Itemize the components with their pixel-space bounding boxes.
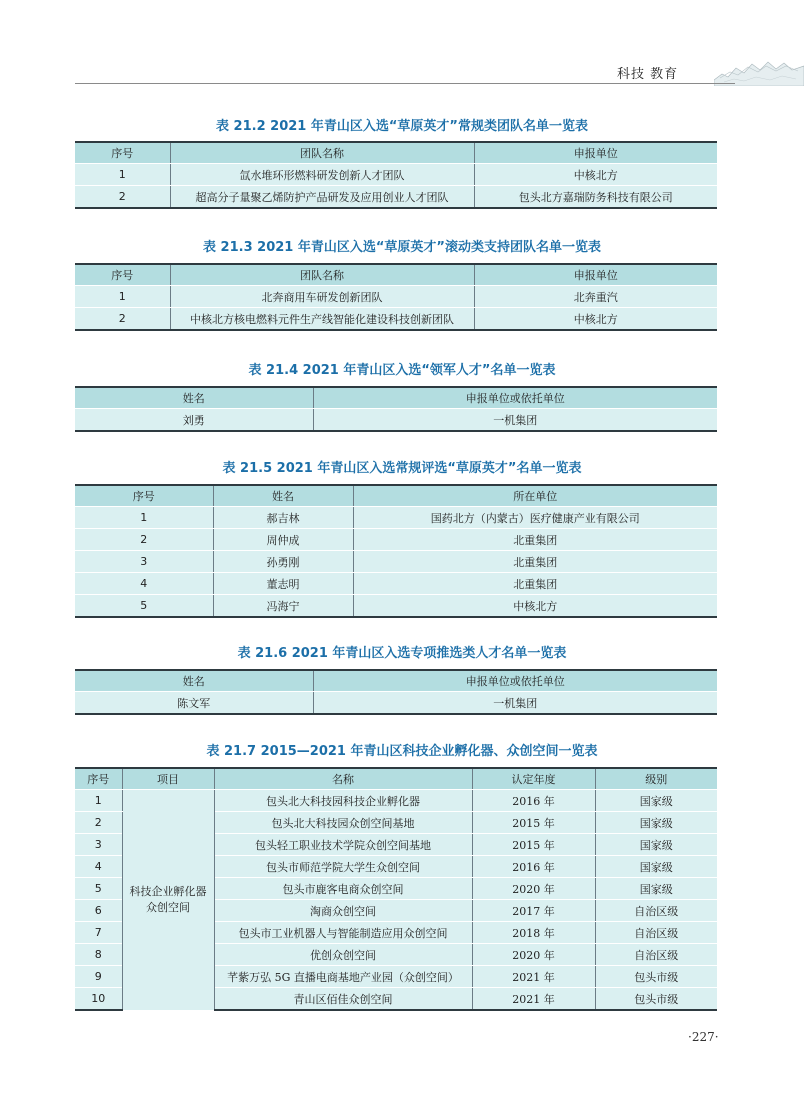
col-header: 申报单位 [474,264,717,286]
cell-level: 包头市级 [595,988,717,1011]
cell-index: 2 [75,308,170,331]
cell-level: 国家级 [595,878,717,900]
cell-index: 1 [75,507,213,529]
cell-level: 自治区级 [595,900,717,922]
category-line: 众创空间 [146,900,190,914]
cell-name: 董志明 [213,573,353,595]
cell-year: 2016 年 [472,856,595,878]
table-row [75,308,717,331]
table-header-row [75,485,717,507]
col-header: 申报单位或依托单位 [313,670,717,692]
table-row [75,692,717,715]
table-21-5-caption: 表 21.5 2021 年青山区入选常规评选“草原英才”名单一览表 [222,461,582,476]
cell-level: 国家级 [595,812,717,834]
cell-name: 包头市师范学院大学生众创空间 [214,856,472,878]
cell-team: 中核北方核电燃料元件生产线智能化建设科技创新团队 [170,308,474,331]
table-row [75,286,717,308]
col-header: 姓名 [75,670,313,692]
col-header: 姓名 [75,387,313,409]
mountain-decoration [714,52,804,86]
table-row [75,529,717,551]
cell-index: 5 [75,595,213,618]
cell-level: 国家级 [595,856,717,878]
cell-category [122,790,214,1011]
cell-index: 1 [75,286,170,308]
cell-year: 2020 年 [472,878,595,900]
cell-index: 8 [75,944,122,966]
cell-team: 超高分子量聚乙烯防护产品研发及应用创业人才团队 [170,186,474,209]
table-21-6 [75,669,717,715]
cell-level: 国家级 [595,790,717,812]
col-header: 序号 [75,142,170,164]
cell-year: 2021 年 [472,966,595,988]
cell-name: 孙勇刚 [213,551,353,573]
table-row [75,573,717,595]
cell-index: 2 [75,812,122,834]
cell-unit: 中核北方 [474,308,717,331]
cell-year: 2021 年 [472,988,595,1011]
table-21-2-caption: 表 21.2 2021 年青山区入选“草原英才”常规类团队名单一览表 [216,119,588,134]
cell-unit: 北奔重汽 [474,286,717,308]
table-21-5 [75,484,717,618]
cell-index: 7 [75,922,122,944]
cell-unit: 中核北方 [353,595,717,618]
cell-index: 4 [75,573,213,595]
table-row [75,551,717,573]
cell-year: 2018 年 [472,922,595,944]
table-row [75,790,717,812]
col-header: 序号 [75,485,213,507]
cell-unit: 一机集团 [313,409,717,432]
col-header: 级别 [595,768,717,790]
cell-name: 周仲成 [213,529,353,551]
cell-name: 青山区佰佳众创空间 [214,988,472,1011]
table-header-row [75,670,717,692]
cell-unit: 北重集团 [353,529,717,551]
table-21-4-caption: 表 21.4 2021 年青山区入选“领军人才”名单一览表 [248,363,556,378]
table-header-row [75,264,717,286]
cell-index: 1 [75,790,122,812]
cell-year: 2016 年 [472,790,595,812]
table-21-3 [75,263,717,331]
cell-index: 4 [75,856,122,878]
col-header: 申报单位 [474,142,717,164]
col-header: 名称 [214,768,472,790]
col-header: 序号 [75,264,170,286]
cell-name: 冯海宁 [213,595,353,618]
col-header: 团队名称 [170,142,474,164]
cell-name: 包头市工业机器人与智能制造应用众创空间 [214,922,472,944]
cell-unit: 北重集团 [353,551,717,573]
cell-index: 2 [75,186,170,209]
cell-index: 3 [75,551,213,573]
cell-unit: 中核北方 [474,164,717,186]
cell-name: 优创众创空间 [214,944,472,966]
cell-year: 2017 年 [472,900,595,922]
cell-name: 芊紫万弘 5G 直播电商基地产业园（众创空间） [214,966,472,988]
col-header: 团队名称 [170,264,474,286]
cell-index: 1 [75,164,170,186]
col-header: 项目 [122,768,214,790]
cell-name: 淘商众创空间 [214,900,472,922]
cell-index: 2 [75,529,213,551]
cell-name: 包头北大科技园科技企业孵化器 [214,790,472,812]
cell-index: 3 [75,834,122,856]
table-header-row [75,142,717,164]
running-header: 科技 教育 [617,67,679,82]
table-row [75,507,717,529]
table-21-3-caption: 表 21.3 2021 年青山区入选“草原英才”滚动类支持团队名单一览表 [203,240,601,255]
cell-level: 国家级 [595,834,717,856]
cell-name: 包头轻工职业技术学院众创空间基地 [214,834,472,856]
page-number: ·227· [688,1030,719,1044]
col-header: 序号 [75,768,122,790]
cell-team: 氙水堆环形燃料研发创新人才团队 [170,164,474,186]
cell-unit: 北重集团 [353,573,717,595]
cell-name: 刘勇 [75,409,313,432]
table-21-2 [75,141,717,209]
cell-name: 包头北大科技园众创空间基地 [214,812,472,834]
cell-index: 6 [75,900,122,922]
cell-level: 包头市级 [595,966,717,988]
cell-unit: 一机集团 [313,692,717,715]
category-line: 科技企业孵化器 [129,884,207,898]
cell-team: 北奔商用车研发创新团队 [170,286,474,308]
table-header-row [75,768,717,790]
table-21-7 [75,767,717,1011]
cell-year: 2015 年 [472,834,595,856]
cell-unit: 国药北方（内蒙古）医疗健康产业有限公司 [353,507,717,529]
col-header: 所在单位 [353,485,717,507]
cell-year: 2015 年 [472,812,595,834]
table-row [75,164,717,186]
cell-index: 5 [75,878,122,900]
cell-level: 自治区级 [595,922,717,944]
cell-name: 郝吉林 [213,507,353,529]
cell-name: 包头市鹿客电商众创空间 [214,878,472,900]
col-header: 姓名 [213,485,353,507]
table-row [75,186,717,209]
table-row [75,409,717,432]
table-21-7-caption: 表 21.7 2015—2021 年青山区科技企业孵化器、众创空间一览表 [206,744,598,759]
cell-year: 2020 年 [472,944,595,966]
cell-index: 10 [75,988,122,1011]
col-header: 申报单位或依托单位 [313,387,717,409]
cell-level: 自治区级 [595,944,717,966]
cell-index: 9 [75,966,122,988]
cell-unit: 包头北方嘉瑞防务科技有限公司 [474,186,717,209]
header-rule [75,83,735,84]
table-21-6-caption: 表 21.6 2021 年青山区入选专项推选类人才名单一览表 [237,646,567,661]
table-header-row [75,387,717,409]
table-row [75,595,717,618]
cell-name: 陈文军 [75,692,313,715]
col-header: 认定年度 [472,768,595,790]
table-21-4 [75,386,717,432]
